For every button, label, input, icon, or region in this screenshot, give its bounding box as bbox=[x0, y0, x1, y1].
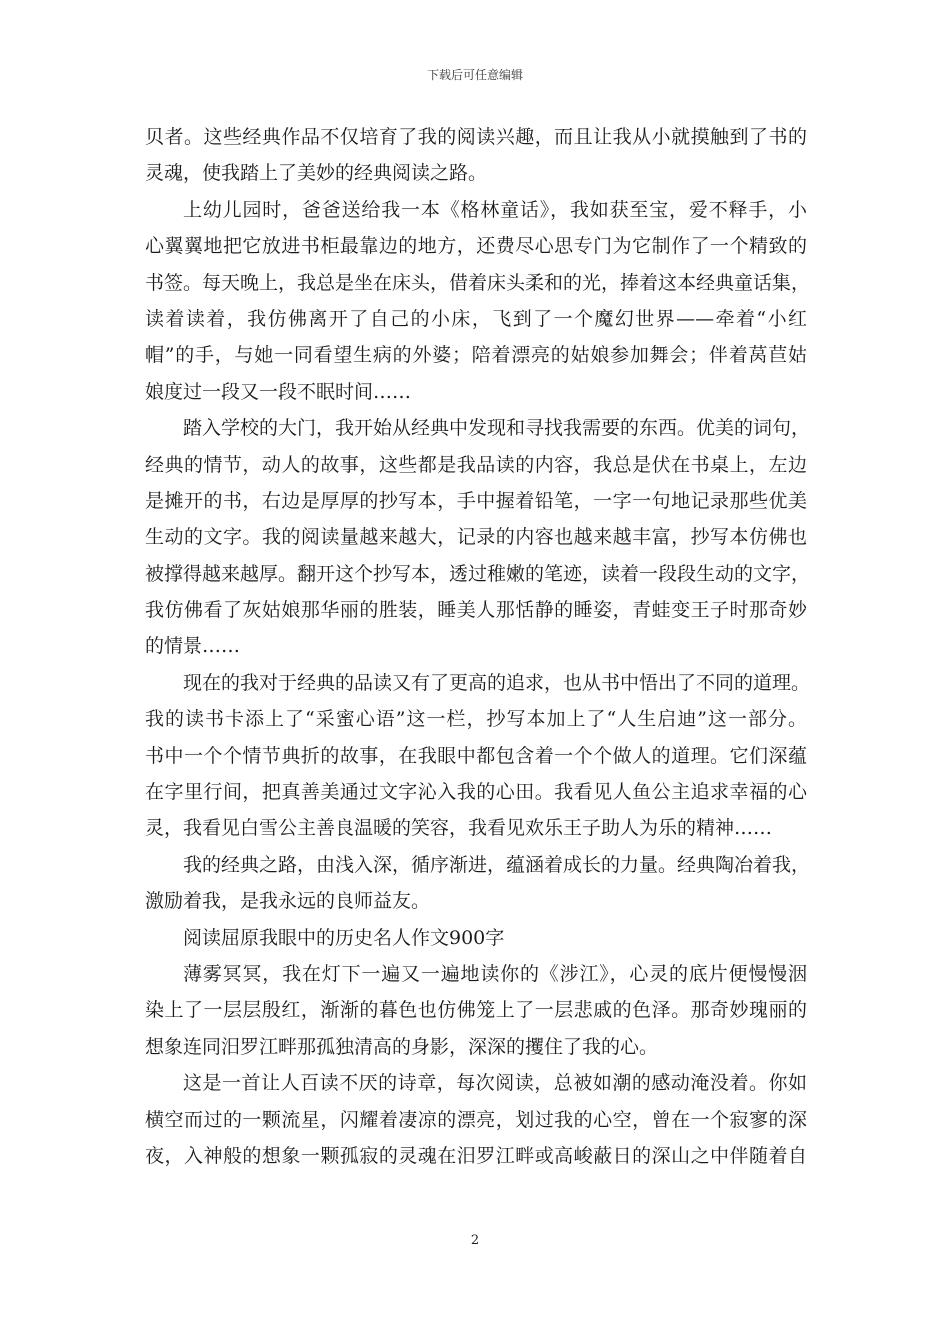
text-line: 夜，入神般的想象一颗孤寂的灵魂在汨罗江畔或高峻蔽日的深山之中伴随着自 bbox=[145, 1144, 807, 1167]
text-line: 阅读屈原我眼中的历史名人作文900字 bbox=[183, 926, 505, 949]
page-number: 2 bbox=[470, 1233, 480, 1248]
text-line: 薄雾冥冥，我在灯下一遍又一遍地读你的《涉江》，心灵的底片便慢慢洇 bbox=[183, 962, 807, 985]
text-line: 灵，我看见白雪公主善良温暖的笑容，我看见欢乐王子助人为乐的精神…… bbox=[145, 817, 773, 840]
text-line: 经典的情节，动人的故事，这些都是我品读的内容，我总是伏在书桌上，左边 bbox=[145, 453, 807, 476]
text-line: 想象连同汨罗江畔那孤独清高的身影，深深的攫住了我的心。 bbox=[145, 1035, 659, 1058]
text-line: 染上了一层层殷红，渐渐的暮色也仿佛笼上了一层悲戚的色泽。那奇妙瑰丽的 bbox=[145, 999, 807, 1022]
document-body bbox=[145, 119, 811, 1174]
text-line: 我仿佛看了灰姑娘那华丽的胜装，睡美人那恬静的睡姿，青蛙变王子时那奇妙 bbox=[145, 599, 807, 622]
text-line: 贝者。这些经典作品不仅培育了我的阅读兴趣，而且让我从小就摸触到了书的 bbox=[145, 126, 807, 148]
text-line: 书中一个个情节典折的故事，在我眼中都包含着一个个做人的道理。它们深蕴 bbox=[145, 744, 807, 767]
text-line: 娘度过一段又一段不眠时间…… bbox=[145, 380, 412, 403]
text-line: 灵魂，使我踏上了美妙的经典阅读之路。 bbox=[145, 162, 488, 185]
text-line: 心翼翼地把它放进书柜最靠边的地方，还费尽心思专门为它制作了一个精致的 bbox=[145, 235, 807, 258]
text-line: 这是一首让人百读不厌的诗章，每次阅读，总被如潮的感动淹没着。你如 bbox=[183, 1072, 807, 1095]
text-line: 书签。每天晚上，我总是坐在床头，借着床头柔和的光，捧着这本经典童话集， bbox=[145, 271, 811, 294]
text-line: 帽”的手，与她一同看望生病的外婆；陪着漂亮的姑娘参加舞会；伴着莴苣姑 bbox=[145, 344, 807, 367]
text-line: 读着读着，我仿佛离开了自己的小床，飞到了一个魔幻世界——牵着“小红 bbox=[145, 307, 807, 330]
page-header: 下载后可任意编辑 bbox=[426, 68, 523, 82]
text-line: 被撑得越来越厚。翻开这个抄写本，透过稚嫩的笔迹，读着一段段生动的文字， bbox=[145, 562, 811, 585]
text-line: 的情景…… bbox=[145, 635, 241, 658]
text-line: 现在的我对于经典的品读又有了更高的追求，也从书中悟出了不同的道理。 bbox=[183, 671, 811, 694]
text-line: 我的经典之路，由浅入深，循序渐进，蕴涵着成长的力量。经典陶冶着我， bbox=[183, 853, 811, 876]
text-line: 激励着我，是我永远的良师益友。 bbox=[145, 890, 431, 913]
text-line: 生动的文字。我的阅读量越来越大，记录的内容也越来越丰富，抄写本仿佛也 bbox=[145, 526, 807, 549]
text-line: 踏入学校的大门，我开始从经典中发现和寻找我需要的东西。优美的词句， bbox=[183, 417, 811, 440]
text-line: 横空而过的一颗流星，闪耀着凄凉的漂亮，划过我的心空，曾在一个寂寥的深 bbox=[145, 1108, 807, 1131]
text-line: 上幼儿园时，爸爸送给我一本《格林童话》，我如获至宝，爱不释手，小 bbox=[183, 198, 807, 221]
text-line: 在字里行间，把真善美通过文字沁入我的心田。我看见人鱼公主追求幸福的心 bbox=[145, 781, 807, 804]
text-line: 是摊开的书，右边是厚厚的抄写本，手中握着铅笔，一字一句地记录那些优美 bbox=[145, 489, 807, 512]
text-line: 我的读书卡添上了“采蜜心语”这一栏，抄写本加上了“人生启迪”这一部分。 bbox=[145, 708, 807, 731]
